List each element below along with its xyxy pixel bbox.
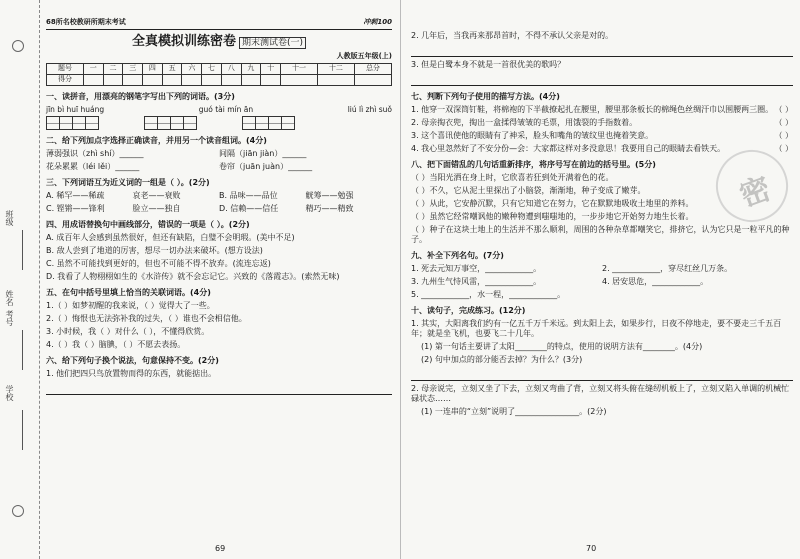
pinyin-item: guó tài mín ān: [198, 104, 254, 114]
q3-option: 哀老——衰败: [132, 191, 181, 201]
q4-option: C. 虽然不可能找到更好的，但也不可能不得不放弃。(流连忘返): [46, 259, 271, 269]
score-cell[interactable]: [103, 74, 123, 85]
q4-option: A. 成百年人会感到虽然很好，但还有缺陷，白璧不会明瑕。(美中不足): [46, 233, 295, 243]
q9-item: 4. 居安思危，____________。: [602, 277, 709, 286]
answer-paren[interactable]: （ ）: [774, 131, 793, 140]
table-header-cell: 八: [221, 63, 241, 74]
q10-subquestion: (1) 一连串的“立刻”说明了________________。(2分): [421, 407, 607, 416]
answer-paren[interactable]: （ ）: [774, 118, 793, 127]
q8-item: （ ）不久，它从泥土里探出了小脑袋，渐渐地，种子变成了嫩芽。: [411, 186, 646, 195]
writing-cell[interactable]: [281, 116, 295, 130]
punch-hole: [12, 40, 24, 52]
question-7: 七、判断下列句子使用的描写方法。(4分): [411, 92, 560, 101]
binding-line: [22, 410, 23, 450]
q7-item: 4. 我心里忽然好了不安分份—会：大家都这样对多没意思！我要用自己的眼睛去看铁天。: [411, 144, 726, 153]
score-cell[interactable]: [280, 74, 317, 85]
question-8: 八、把下面错乱的几句话重新排序，将序号写在前边的括号里。(5分): [411, 160, 656, 169]
q7-item-row: [411, 131, 793, 141]
q7-item: 2. 母亲掏衣兜，掏出一盒揉得皱皱的毛票，用饿裂的手指数着。: [411, 118, 638, 127]
writing-cell[interactable]: [59, 116, 73, 130]
question-3: 三、下列词语互为近义词的一组是（ ）。(2分): [46, 178, 210, 188]
q9-row: [411, 277, 793, 287]
answer-line[interactable]: [411, 74, 793, 86]
q5-item: 4.（ ）我（ ）脑腆，（ ）不愿去表扬。: [46, 340, 186, 350]
q5-item: 3. 小时候，我（ ）对什么（ ），不懂得欣赏。: [46, 327, 210, 337]
q7-item-row: [411, 105, 793, 115]
q9-item: 2. ____________，穿尽红丝几万条。: [602, 264, 733, 273]
right-content: [411, 28, 793, 417]
q2-row: [46, 149, 392, 159]
q4-option: B. 敌人尝到了地道的厉害，想尽一切办法来破坏。(想方设法): [46, 246, 263, 256]
page-number-right: 70: [586, 544, 597, 553]
q3-option: 觥筹——勉强: [305, 191, 354, 201]
writing-cell[interactable]: [255, 116, 269, 130]
top-item: 2. 几年后，当我再来那昂首时，不得不承认父亲是对的。: [411, 31, 614, 40]
q3-row: [46, 204, 392, 214]
q3-option: C. 铿锵——锋利: [46, 204, 105, 214]
q7-item: 3. 这个喜讯使他的眼睛有了神采，脸头和嘴角的皱纹里也掩着笑意。: [411, 131, 654, 140]
top-item: 3. 但是白鹭本身不就是一首很优美的歌吗？: [411, 60, 566, 69]
left-content: [46, 18, 392, 395]
q8-item: （ ）从此，它安静沉默，只有它知道它在努力，它在默默地吸收土地里的养料。: [411, 199, 694, 208]
pinyin-row: [46, 105, 392, 114]
binding-label-name: 姓名: [5, 290, 14, 306]
table-header-cell: 总分: [354, 63, 391, 74]
table-header-cell: 三: [123, 63, 143, 74]
score-cell[interactable]: [162, 74, 182, 85]
table-header-cell: 六: [182, 63, 202, 74]
table-header-cell: 五: [162, 63, 182, 74]
table-header-cell: 七: [202, 63, 222, 74]
grid-group: [144, 116, 196, 130]
q6-item: 1. 他们把四只鸟放置物而得的东西，就能掂出。: [46, 369, 217, 379]
binding-label-class: 班级: [5, 210, 14, 226]
q9-row: [411, 264, 793, 274]
q3-option: D. 信赖——信任: [219, 204, 279, 214]
q2-item: 薄弱强识（zhì shí）______: [46, 149, 144, 159]
binding-line: [22, 330, 23, 370]
page-number-left: 69: [215, 544, 226, 553]
writing-cell[interactable]: [46, 116, 60, 130]
q3-option: 精巧——精致: [305, 204, 354, 214]
answer-paren[interactable]: （ ）: [774, 144, 793, 153]
q4-option: D. 我看了人物栩栩如生的《水浒传》就不会忘记它。兴致的《落霞志》。(索然无味): [46, 272, 340, 282]
score-cell[interactable]: [354, 74, 391, 85]
header-tagline: [46, 18, 392, 30]
question-2: 二、给下列加点字选择正确读音，并用另一个读音组词。(4分): [46, 136, 267, 146]
q2-item: 间隔（jiān jiàn）______: [219, 149, 307, 159]
score-cell[interactable]: [182, 74, 202, 85]
q2-item: 花朵累累（léi lěi）______: [46, 162, 140, 172]
writing-cell[interactable]: [157, 116, 171, 130]
table-row-label: 题号: [47, 63, 84, 74]
edition-label: 人教版五年级(上): [336, 52, 392, 60]
question-9: 九、补全下列名句。(7分): [411, 251, 504, 260]
q5-item: 2.（ ）悔恨也无法弥补我的过失，（ ）谁也不会相信他。: [46, 314, 247, 324]
answer-paren[interactable]: （ ）: [774, 105, 793, 114]
q7-item: 1. 他穿一双深筒钉鞋，将棉袍的下半截撩起扎在腰里，腰里那条板长的棉绳色丝绸汗巾以围腰两三圈。: [411, 105, 774, 114]
q7-item-row: [411, 118, 793, 128]
question-10: 十、读句子，完成练习。(12分): [411, 306, 526, 315]
q3-option: 脸立——独自: [132, 204, 181, 214]
pinyin-item: jīn bì huī huáng: [46, 104, 105, 114]
q10-passage-1: 1. 其实，大阳离我们约有一亿五千万千米远。到太阳上去，如果步行，日夜不停地走，要不要走三千五百年；就是坐飞机，也要飞二十几年。: [411, 319, 782, 338]
question-6: 六、给下列句子换个说法，句意保持不变。(2分): [46, 356, 219, 366]
question-5: 五、在句中括号里填上恰当的关联词语。(4分): [46, 288, 211, 298]
writing-grid: [46, 116, 392, 130]
score-table: [46, 63, 392, 86]
punch-hole: [12, 505, 24, 517]
pinyin-item: liú lì zhì suǒ: [347, 104, 392, 114]
table-header-cell: 四: [143, 63, 163, 74]
writing-cell[interactable]: [170, 116, 184, 130]
title-text: 全真模拟训练密卷: [131, 33, 236, 49]
score-table-score-row: [47, 74, 392, 85]
binding-strip: [0, 0, 40, 559]
writing-cell[interactable]: [85, 116, 99, 130]
binding-label-school: 学校: [5, 385, 14, 401]
question-1: 一、读拼音，用漂亮的钢笔字写出下列的词语。(3分): [46, 91, 235, 101]
score-cell[interactable]: [143, 74, 163, 85]
tagline-text: 68所名校教研所期末考试: [46, 18, 126, 26]
table-header-cell: 一: [83, 63, 103, 74]
table-header-cell: 十二: [317, 63, 354, 74]
score-label: 冲刺100: [363, 18, 392, 26]
writing-cell[interactable]: [268, 116, 282, 130]
q2-row: [46, 162, 392, 172]
q3-option: B. 品味——品位: [219, 191, 278, 201]
q8-item: （ ）虽然它经常嘲讽他的嫩种物遭到嗤嗤地的，一步步地它开始努力地生长着。: [411, 212, 694, 221]
score-table-header-row: [47, 63, 392, 74]
binding-label-id: 考号: [5, 310, 14, 326]
q9-item: 3. 九州生气恃风雷，____________。: [411, 277, 542, 286]
score-cell[interactable]: [221, 74, 241, 85]
grid-group: [242, 116, 294, 130]
table-header-cell: 二: [103, 63, 123, 74]
answer-line[interactable]: [46, 383, 392, 395]
binding-line: [22, 230, 23, 270]
writing-cell[interactable]: [144, 116, 158, 130]
score-cell[interactable]: [261, 74, 281, 85]
q8-item: （ ）当阳光洒在身上时，它欣喜若狂到处开满着色的花。: [411, 173, 614, 182]
grid-group: [46, 116, 98, 130]
answer-line[interactable]: [411, 45, 793, 57]
right-page: [400, 0, 800, 559]
q10-passage-2: 2. 母亲说完，立刻又坐了下去，立刻又弯曲了背，立刻又将头俯在缝纫机板上了，立刻又陷入单调的机械忙碌状态……: [411, 384, 790, 403]
q5-item: 1.（ ）如梦初醒的我来说，（ ）觉得大了一些。: [46, 301, 215, 311]
q3-option: A. 稀罕——稀疏: [46, 191, 105, 201]
score-cell[interactable]: [83, 74, 103, 85]
q10-subquestion: (2) 句中加点的部分能否去掉？为什么？(3分): [421, 355, 583, 364]
score-cell[interactable]: [123, 74, 143, 85]
seal-stamp-mark: 密: [735, 171, 776, 215]
writing-cell[interactable]: [72, 116, 86, 130]
q8-item: （ ）种子在这块土地上的生活并不那么顺利，周围的各种杂草都嘲笑它，排挤它，认为它只是一粒平凡的种子。: [411, 225, 790, 244]
writing-cell[interactable]: [183, 116, 197, 130]
title-sub: 期末测试卷(一): [239, 37, 306, 49]
q10-subquestion: (1) 第一句话主要讲了太阳________的特点，使用的说明方法有________。(4分): [421, 342, 703, 351]
score-cell[interactable]: [317, 74, 354, 85]
table-header-cell: 十一: [280, 63, 317, 74]
page-title: [46, 34, 392, 50]
score-cell[interactable]: [202, 74, 222, 85]
q9-item: 5. ____________，水一程，____________。: [411, 290, 566, 299]
score-cell[interactable]: [241, 74, 261, 85]
table-row-label: 得分: [47, 74, 84, 85]
table-header-cell: 九: [241, 63, 261, 74]
writing-cell[interactable]: [242, 116, 256, 130]
answer-line[interactable]: [411, 369, 793, 381]
q2-item: 卷帘（juān juàn）______: [219, 162, 313, 172]
q7-item-row: [411, 144, 793, 154]
q9-item: 1. 死去元知万事空，____________。: [411, 264, 542, 273]
q3-row: [46, 191, 392, 201]
table-header-cell: 十: [261, 63, 281, 74]
question-4: 四、用成语替换句中画线部分，错误的一项是（ ）。(2分): [46, 220, 250, 230]
